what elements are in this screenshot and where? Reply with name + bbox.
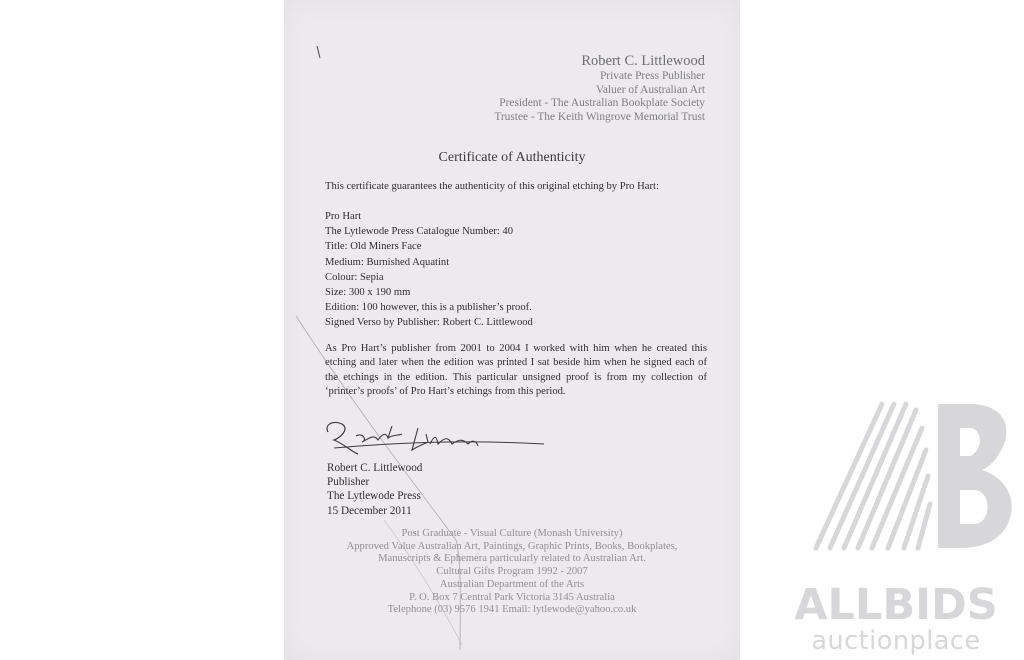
certificate-intro: This certificate guarantees the authenticity of this original etching by Pro Hart: [325,181,659,192]
allbids-logo-icon [810,400,1016,552]
signatory-role: Publisher [327,476,370,489]
letterhead [494,52,705,124]
signatory-press: The Lytlewode Press [327,490,421,503]
signatory-block [327,461,422,518]
certificate-title: Certificate of Authenticity [438,150,586,165]
footer-line: Australian Department of the Arts [439,578,585,590]
footer-line: P. O. Box 7 Central Park Victoria 3145 Australia [409,591,615,603]
signatory-date: 15 December 2011 [327,504,412,517]
footer-line: Approved Value Australian Art, Paintings, Graphic Prints, Books, Bookplates, [346,540,678,552]
detail-line: The Lytlewode Press Catalogue Number: 40 [325,226,513,238]
detail-line: Edition: 100 however, this is a publisher’s proof. [325,302,532,314]
footer-line: Manuscripts & Ephemera particularly related to Australian Art. [378,553,646,565]
detail-line: Colour: Sepia [325,271,384,283]
letterhead-title: Private Press Publisher [599,70,705,82]
handwritten-signature [322,414,547,462]
provenance-paragraph: As Pro Hart’s publisher from 2001 to 2004 I worked with him when he created this etching and later when the edition was printed I sat beside him when he signed each of the etchings in the edition. This particular unsigned proof is from my collection of ‘printer’s proofs’ of Pro Hart’s etchings from this period. [325,343,707,397]
certificate-document [284,0,740,660]
letterhead-title: President - The Australian Bookplate Society [499,97,705,109]
footer [284,528,740,617]
signatory-name: Robert C. Littlewood [327,462,423,474]
footer-line: Post Graduate - Visual Culture (Monash University) [401,528,623,539]
watermark-tagline: auctionplace [811,626,981,656]
letterhead-title: Valuer of Australian Art [595,83,705,96]
letterhead-title: Trustee - The Keith Wingrove Memorial Trust [494,110,705,123]
detail-line: Size: 300 x 190 mm [325,287,411,299]
artwork-details [325,209,707,331]
detail-line: Pro Hart [325,211,362,222]
detail-line: Medium: Burnished Aquatint [325,256,450,268]
watermark-brand: ALLBIDS [794,580,998,630]
detail-line: Title: Old Miners Face [325,241,422,253]
allbids-watermark [776,398,1016,660]
footer-line: Cultural Gifts Program 1992 - 2007 [436,566,588,578]
detail-line: Signed Verso by Publisher: Robert C. Littlewood [325,317,533,329]
letterhead-name: Robert C. Littlewood [581,53,705,69]
footer-line: Telephone (03) 9576 1941 Email: lytlewode@yahoo.co.uk [387,604,637,616]
